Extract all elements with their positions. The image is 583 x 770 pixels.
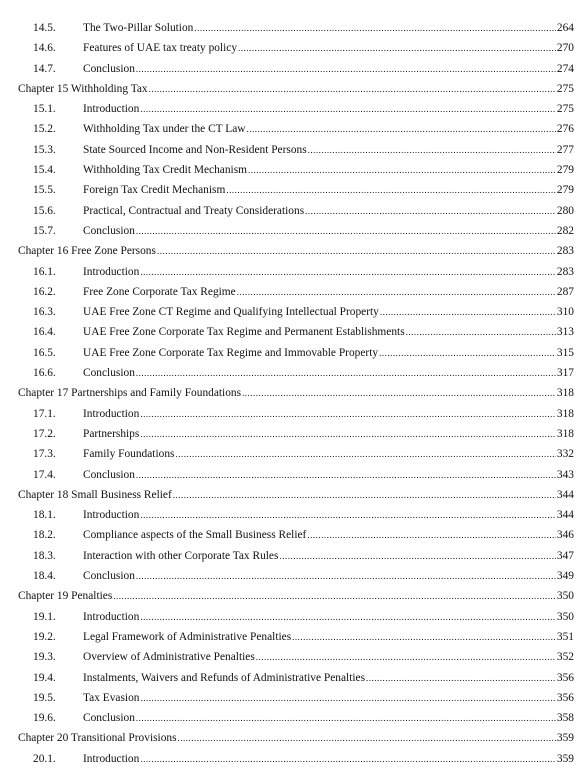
toc-dot-leader (136, 59, 556, 79)
toc-section-number: 16.1. (33, 265, 56, 278)
toc-chapter-title: Chapter 18 Small Business Relief (18, 488, 172, 501)
toc-section-title: Introduction (83, 265, 140, 278)
toc-section-title: UAE Free Zone CT Regime and Qualifying Intellectual Property (83, 306, 379, 319)
toc-page-number: 275 (556, 82, 574, 95)
toc-section-title: Instalments, Waivers and Refunds of Administrative Penalties (83, 671, 366, 684)
toc-dot-leader (279, 546, 555, 566)
toc-page-number: 275 (556, 103, 574, 116)
toc-section-title: Conclusion (83, 367, 135, 380)
toc-section-title: Compliance aspects of the Small Business Relief (83, 529, 307, 542)
toc-dot-leader (237, 282, 556, 302)
toc-page-number: 283 (556, 265, 574, 278)
toc-entry[interactable] (0, 688, 583, 708)
toc-dot-leader (140, 424, 556, 444)
toc-section-number: 19.2. (33, 630, 56, 643)
toc-section-number: 19.6. (33, 712, 56, 725)
toc-page-number: 359 (556, 752, 574, 765)
toc-page-number: 318 (556, 407, 574, 420)
toc-dot-leader (380, 302, 556, 322)
toc-page-number: 350 (556, 610, 574, 623)
toc-section-number: 16.5. (33, 346, 56, 359)
toc-dot-leader (379, 343, 556, 363)
toc-section-number: 17.2. (33, 427, 56, 440)
toc-section-title: UAE Free Zone Corporate Tax Regime and Immovable Property (83, 346, 379, 359)
toc-entry[interactable] (0, 708, 583, 728)
toc-chapter-entry[interactable] (0, 383, 583, 403)
toc-section-title: Overview of Administrative Penalties (83, 651, 255, 664)
toc-chapter-entry[interactable] (0, 241, 583, 261)
toc-entry[interactable] (0, 546, 583, 566)
toc-section-title: Features of UAE tax treaty policy (83, 42, 238, 55)
toc-section-title: Foreign Tax Credit Mechanism (83, 184, 226, 197)
toc-page-number: 346 (556, 529, 574, 542)
toc-page-number: 279 (556, 164, 574, 177)
toc-section-title: Introduction (83, 103, 140, 116)
toc-page-number: 318 (556, 427, 574, 440)
toc-dot-leader (366, 668, 556, 688)
toc-page-number: 270 (556, 42, 574, 55)
toc-section-title: Conclusion (83, 712, 135, 725)
toc-page-number: 280 (556, 204, 574, 217)
toc-section-title: Conclusion (83, 62, 135, 75)
toc-section-number: 19.5. (33, 691, 56, 704)
toc-page-number: 358 (556, 712, 574, 725)
toc-dot-leader (175, 444, 555, 464)
toc-chapter-entry[interactable] (0, 485, 583, 505)
toc-entry[interactable] (0, 180, 583, 200)
toc-section-title: Free Zone Corporate Tax Regime (83, 285, 236, 298)
toc-page-number: 277 (556, 143, 574, 156)
toc-section-title: Introduction (83, 752, 140, 765)
toc-section-number: 18.1. (33, 509, 56, 522)
toc-section-number: 16.4. (33, 326, 56, 339)
toc-section-title: Practical, Contractual and Treaty Considerations (83, 204, 305, 217)
toc-section-number: 15.5. (33, 184, 56, 197)
toc-dot-leader (136, 566, 556, 586)
toc-chapter-entry[interactable] (0, 586, 583, 606)
toc-page-number: 279 (556, 184, 574, 197)
toc-section-number: 19.1. (33, 610, 56, 623)
toc-dot-leader (226, 180, 556, 200)
toc-section-number: 15.4. (33, 164, 56, 177)
toc-section-title: Introduction (83, 610, 140, 623)
toc-page-number: 282 (556, 224, 574, 237)
toc-entry[interactable] (0, 749, 583, 769)
toc-section-number: 16.3. (33, 306, 56, 319)
toc-section-number: 18.3. (33, 549, 56, 562)
toc-section-title: Introduction (83, 509, 140, 522)
toc-section-title: Family Foundations (83, 448, 175, 461)
toc-page-number: 344 (556, 488, 574, 501)
toc-section-title: Conclusion (83, 468, 135, 481)
toc-section-number: 15.7. (33, 224, 56, 237)
toc-page-number: 315 (556, 346, 574, 359)
toc-dot-leader (149, 79, 556, 99)
toc-section-number: 15.3. (33, 143, 56, 156)
toc-dot-leader (140, 749, 556, 769)
toc-entry[interactable] (0, 647, 583, 667)
toc-chapter-entry[interactable] (0, 79, 583, 99)
toc-page-number: 332 (556, 448, 574, 461)
toc-chapter-title: Chapter 17 Partnerships and Family Foundations (18, 387, 242, 400)
toc-dot-leader (406, 322, 556, 342)
toc-dot-leader (178, 728, 556, 748)
toc-entry[interactable] (0, 404, 583, 424)
toc-section-number: 19.4. (33, 671, 56, 684)
toc-dot-leader (113, 586, 556, 606)
toc-section-number: 15.2. (33, 123, 56, 136)
toc-page-number: 344 (556, 509, 574, 522)
toc-dot-leader (140, 607, 556, 627)
toc-entry[interactable] (0, 201, 583, 221)
toc-page-number: 356 (556, 671, 574, 684)
toc-entry[interactable] (0, 99, 583, 119)
toc-dot-leader (248, 160, 556, 180)
toc-dot-leader (140, 99, 556, 119)
toc-page-number: 347 (556, 549, 574, 562)
toc-entry[interactable] (0, 140, 583, 160)
toc-chapter-title: Chapter 19 Penalties (18, 590, 113, 603)
toc-dot-leader (140, 688, 555, 708)
toc-dot-leader (242, 383, 556, 403)
toc-dot-leader (247, 119, 556, 139)
toc-section-number: 14.7. (33, 62, 56, 75)
toc-page-number: 313 (556, 326, 574, 339)
toc-page-number: 318 (556, 387, 574, 400)
toc-section-title: Withholding Tax Credit Mechanism (83, 164, 247, 177)
toc-section-number: 14.5. (33, 22, 56, 34)
toc-entry[interactable] (0, 302, 583, 322)
toc-page-number: 287 (556, 285, 574, 298)
toc-section-number: 15.1. (33, 103, 56, 116)
toc-page-number: 343 (556, 468, 574, 481)
toc-section-number: 18.4. (33, 570, 56, 583)
toc-section-number: 15.6. (33, 204, 56, 217)
toc-page-number: 276 (556, 123, 574, 136)
toc-page-number: 317 (556, 367, 574, 380)
toc-section-title: Conclusion (83, 570, 135, 583)
toc-entry[interactable] (0, 505, 583, 525)
toc-chapter-entry[interactable] (0, 728, 583, 748)
toc-section-title: Conclusion (83, 224, 135, 237)
toc-page-number: 351 (556, 630, 574, 643)
toc-dot-leader (256, 647, 556, 667)
toc-section-title: Interaction with other Corporate Tax Rules (83, 549, 279, 562)
toc-entry[interactable] (0, 424, 583, 444)
toc-section-number: 16.6. (33, 367, 56, 380)
toc-entry[interactable] (0, 59, 583, 79)
toc-dot-leader (140, 505, 556, 525)
toc-page-number: 283 (556, 245, 574, 258)
table-of-contents (0, 18, 583, 769)
toc-entry[interactable] (0, 38, 583, 58)
toc-dot-leader (307, 525, 556, 545)
toc-entry[interactable] (0, 627, 583, 647)
toc-entry[interactable] (0, 18, 583, 38)
toc-entry[interactable] (0, 343, 583, 363)
toc-chapter-title: Chapter 15 Withholding Tax (18, 82, 148, 95)
toc-dot-leader (157, 241, 556, 261)
toc-entry[interactable] (0, 262, 583, 282)
toc-section-title: State Sourced Income and Non-Resident Persons (83, 143, 307, 156)
toc-dot-leader (292, 627, 556, 647)
toc-page-number: 359 (556, 732, 574, 745)
toc-entry[interactable] (0, 160, 583, 180)
toc-section-number: 19.3. (33, 651, 56, 664)
toc-entry[interactable] (0, 282, 583, 302)
toc-section-title: Partnerships (83, 427, 140, 440)
toc-entry[interactable] (0, 221, 583, 241)
toc-section-title: Tax Evasion (83, 691, 140, 704)
toc-entry[interactable] (0, 607, 583, 627)
toc-chapter-title: Chapter 16 Free Zone Persons (18, 245, 156, 258)
toc-section-number: 17.4. (33, 468, 56, 481)
toc-entry[interactable] (0, 322, 583, 342)
toc-dot-leader (140, 404, 556, 424)
toc-entry[interactable] (0, 525, 583, 545)
toc-dot-leader (140, 262, 556, 282)
toc-page-number: 349 (556, 570, 574, 583)
toc-dot-leader (305, 201, 556, 221)
toc-dot-leader (194, 18, 556, 38)
toc-section-number: 18.2. (33, 529, 56, 542)
toc-section-title: Introduction (83, 407, 140, 420)
toc-entry[interactable] (0, 465, 583, 485)
toc-section-title: Legal Framework of Administrative Penalties (83, 630, 292, 643)
toc-section-number: 20.1. (33, 752, 56, 765)
toc-section-title: Withholding Tax under the CT Law (83, 123, 246, 136)
toc-dot-leader (136, 465, 556, 485)
toc-page-number: 274 (556, 62, 574, 75)
toc-page-number: 264 (556, 22, 574, 34)
toc-dot-leader (238, 38, 556, 58)
toc-page-number: 356 (556, 691, 574, 704)
toc-dot-leader (308, 140, 556, 160)
toc-dot-leader (136, 708, 556, 728)
toc-page-number: 310 (556, 306, 574, 319)
toc-section-title: The Two-Pillar Solution (83, 22, 194, 34)
toc-dot-leader (136, 363, 556, 383)
toc-section-number: 14.6. (33, 42, 56, 55)
toc-dot-leader (173, 485, 556, 505)
toc-section-number: 17.3. (33, 448, 56, 461)
toc-entry[interactable] (0, 444, 583, 464)
toc-entry[interactable] (0, 363, 583, 383)
toc-entry[interactable] (0, 566, 583, 586)
toc-entry[interactable] (0, 668, 583, 688)
toc-section-title: UAE Free Zone Corporate Tax Regime and Permanent Establishments (83, 326, 405, 339)
toc-chapter-title: Chapter 20 Transitional Provisions (18, 732, 177, 745)
toc-section-number: 17.1. (33, 407, 56, 420)
toc-dot-leader (136, 221, 556, 241)
toc-page-number: 350 (556, 590, 574, 603)
toc-section-number: 16.2. (33, 285, 56, 298)
toc-page-number: 352 (556, 651, 574, 664)
toc-entry[interactable] (0, 119, 583, 139)
